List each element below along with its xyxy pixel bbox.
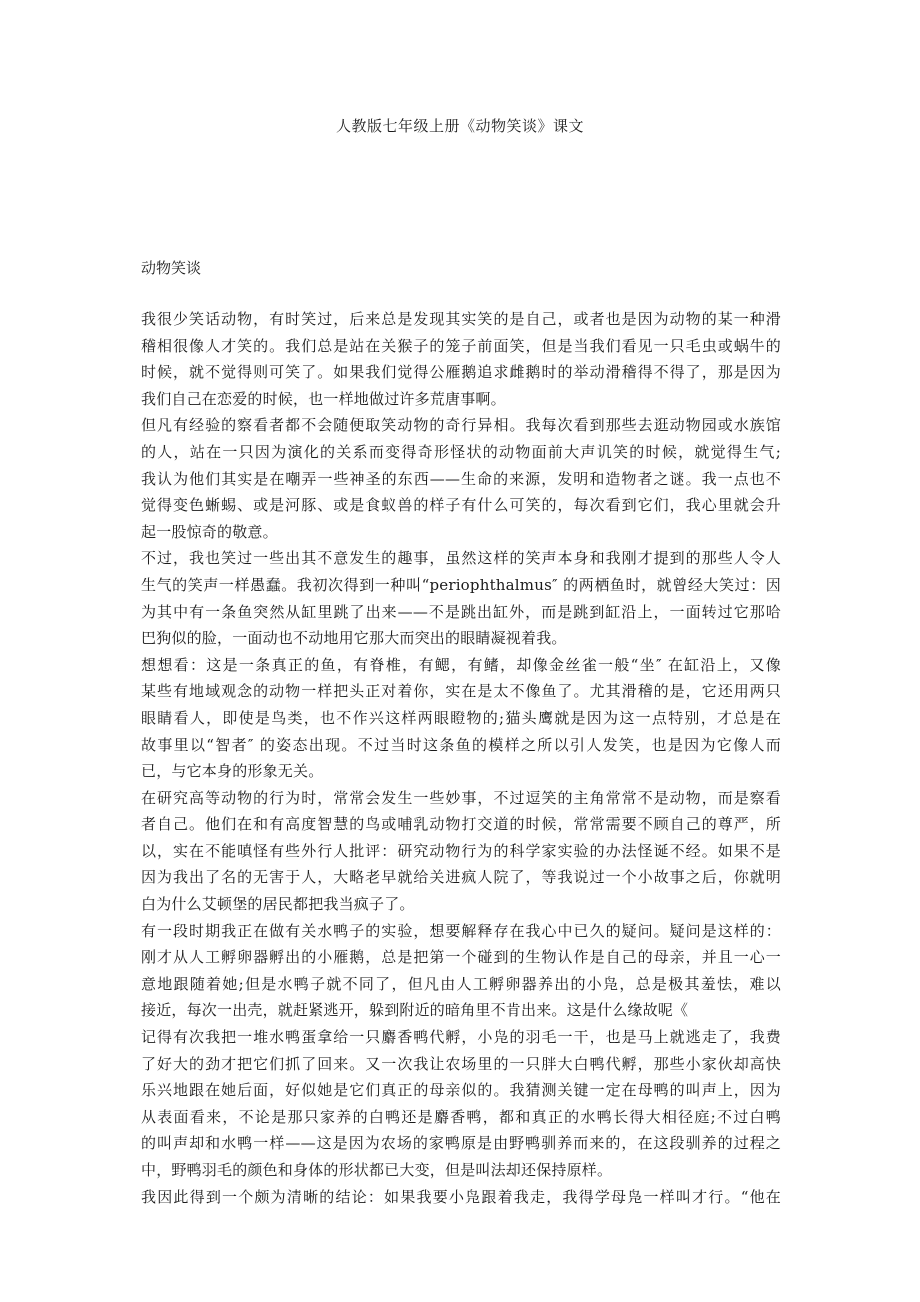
text-line: 的叫声却和水鸭一样——这是因为农场的家鸭原是由野鸭驯养而来的，在这段驯养的过程之 bbox=[141, 1134, 781, 1153]
text-line: 眼睛看人，即使是鸟类，也不作兴这样两眼瞪物的;猫头鹰就是因为这一点特别，才总是在 bbox=[141, 708, 781, 727]
text-line: 为其中有一条鱼突然从缸里跳了出来——不是跳出缸外，而是跳到缸沿上，一面转过它那哈 bbox=[141, 602, 781, 621]
text-line: 在研究高等动物的行为时，常常会发生一些妙事，不过逗笑的主角常常不是动物，而是察看 bbox=[141, 788, 781, 807]
text-line: 有一段时期我正在做有关水鸭子的实验，想要解释存在我心中已久的疑问。疑问是这样的： bbox=[141, 921, 781, 940]
text-line: 生气的笑声一样愚蠢。我初次得到一种叫“periophthalmus″ 的两栖鱼时，就曾经大笑过：因 bbox=[141, 575, 781, 594]
text-line: 我认为他们其实是在嘲弄一些神圣的东西——生命的来源，发明和造物者之谜。我一点也不 bbox=[141, 469, 781, 488]
text-line: 某些有地域观念的动物一样把头正对着你，实在是太不像鱼了。尤其滑稽的是，它还用两只 bbox=[141, 682, 781, 701]
text-line: 记得有次我把一堆水鸭蛋拿给一只麝香鸭代孵，小凫的羽毛一干，也是马上就逃走了，我费 bbox=[141, 1028, 781, 1047]
text-line: 巴狗似的脸，一面动也不动地用它那大而突出的眼睛凝视着我。 bbox=[141, 629, 567, 648]
text-line: 刚才从人工孵卵器孵出的小雁鹅，总是把第一个碰到的生物认作是自己的母亲，并且一心一 bbox=[141, 948, 781, 967]
text-line: 意地跟随着她;但是水鸭子就不同了，但凡由人工孵卵器养出的小凫，总是极其羞怯，难以 bbox=[141, 974, 781, 993]
text-line: 了好大的劲才把它们抓了回来。又一次我让农场里的一只胖大白鸭代孵，那些小家伙却高快 bbox=[141, 1054, 781, 1073]
text-line: 因为我出了名的无害于人，大略老早就给关进疯人院了，等我说过一个小故事之后，你就明 bbox=[141, 868, 781, 887]
section-heading: 动物笑谈 bbox=[141, 259, 202, 277]
text-line: 乐兴地跟在她后面，好似她是它们真正的母亲似的。我猜测关键一定在母鸭的叫声上，因为 bbox=[141, 1081, 781, 1100]
text-line: 想想看：这是一条真正的鱼，有脊椎，有鳃，有鳍，却像金丝雀一般“坐″ 在缸沿上，又像 bbox=[141, 655, 781, 674]
text-line: 觉得变色蜥蜴、或是河豚、或是食蚁兽的样子有什么可笑的，每次看到它们，我心里就会升 bbox=[141, 496, 781, 515]
text-line: 从表面看来，不论是那只家养的白鸭还是麝香鸭，都和真正的水鸭长得大相径庭;不过白鸭 bbox=[141, 1107, 781, 1126]
text-line: 的人，站在一只因为演化的关系而变得奇形怪状的动物面前大声讥笑的时候，就觉得生气; bbox=[141, 442, 781, 461]
text-line: 中，野鸭羽毛的颜色和身体的形状都已大变，但是叫法却还保持原样。 bbox=[141, 1161, 613, 1179]
text-line: 我因此得到一个颇为清晰的结论：如果我要小凫跟着我走，我得学母凫一样叫才行。“他在 bbox=[141, 1187, 781, 1206]
text-line: 不过，我也笑过一些出其不意发生的趣事，虽然这样的笑声本身和我刚才提到的那些人令人 bbox=[141, 549, 781, 568]
text-line: 我们自己在恋爱的时候，也一样地做过许多荒唐事啊。 bbox=[141, 389, 506, 408]
text-line: 我很少笑话动物，有时笑过，后来总是发现其实笑的是自己，或者也是因为动物的某一种滑 bbox=[141, 310, 781, 328]
text-line: 接近，每次一出壳，就赶紧逃开，躲到附近的暗角里不肯出来。这是什么缘故呢《 bbox=[141, 1001, 689, 1020]
text-line: 起一股惊奇的敬意。 bbox=[141, 522, 278, 541]
text-line: 稽相很像人才笑的。我们总是站在关猴子的笼子前面笑，但是当我们看见一只毛虫或蜗牛的 bbox=[141, 336, 781, 355]
text-line: 者自己。他们在和有高度智慧的鸟或哺乳动物打交道的时候，常常需要不顾自己的尊严，所 bbox=[141, 815, 781, 834]
page-title: 人教版七年级上册《动物笑谈》课文 bbox=[335, 117, 584, 135]
text-line: 故事里以“智者″ 的姿态出现。不过当时这条鱼的模样之所以引人发笑，也是因为它像人而 bbox=[141, 735, 781, 754]
text-line: 但凡有经验的察看者都不会随便取笑动物的奇行异相。我每次看到那些去逛动物园或水族馆 bbox=[141, 416, 781, 435]
body-text bbox=[141, 306, 781, 1210]
text-line: 以，实在不能嗔怪有些外行人批评：研究动物行为的科学家实验的办法怪诞不经。如果不是 bbox=[141, 841, 781, 860]
text-line: 时候，就不觉得则可笑了。如果我们觉得公雁鹅追求雌鹅时的举动滑稽得不得了，那是因为 bbox=[141, 363, 781, 382]
text-line: 白为什么艾顿堡的居民都把我当疯子了。 bbox=[141, 895, 415, 914]
text-line: 已，与它本身的形象无关。 bbox=[141, 762, 324, 781]
